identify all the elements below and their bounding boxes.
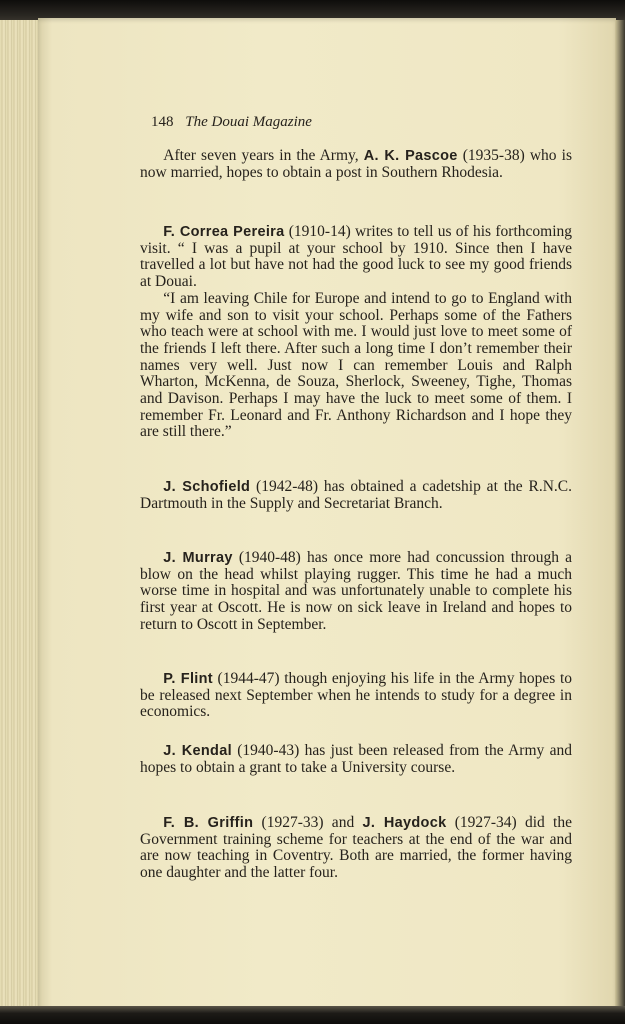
entry-murray	[140, 550, 572, 634]
entry-correa-pereira	[140, 224, 572, 441]
person-name: A. K. Pascoe	[363, 148, 458, 164]
entry-letter-paragraph: “I am leaving Chile for Europe and intend to go to England with my wife and son to visit your school. Perhaps some of the Fathers who teach were at school with me. I would just love to meet some of the friends I left there. After such a long time I don’t remember their names very well. Just now I can remember Louis and Ralph Wharton, McKenna, de Souza, Sherlock, Sweeney, Tighe, Thomas and Davison. Perhaps I may have the luck to meet some of them. I remember Fr. Leonard and Fr. Anthony Richardson and I hope they are still there.”	[140, 289, 572, 441]
entry-griffin-haydock	[140, 815, 572, 882]
person-name: F. B. Griffin	[163, 815, 254, 831]
person-name: P. Flint	[163, 671, 213, 687]
page-number: 148	[151, 114, 174, 130]
person-name: J. Murray	[163, 550, 233, 566]
entry-kendal	[140, 743, 572, 776]
page-header	[151, 114, 312, 131]
entry-pascoe	[140, 148, 572, 181]
person-name: F. Correa Pereira	[163, 224, 285, 240]
person-name: J. Schofield	[163, 479, 251, 495]
book-bottom-edge	[0, 1006, 625, 1024]
entry-flint	[140, 671, 572, 721]
entry-paragraph: P. Flint (1944-47) though enjoying his life in the Army hopes to be released next September when he intends to study for a degree in economics.	[140, 670, 572, 721]
entry-schofield	[140, 479, 572, 512]
entry-paragraph: J. Kendal (1940-43) has just been released from the Army and hopes to obtain a grant to take a University course.	[140, 742, 572, 776]
person-name: J. Kendal	[163, 743, 232, 759]
book-right-edge	[615, 20, 625, 1010]
entry-paragraph: J. Schofield (1942-48) has obtained a cadetship at the R.N.C. Dartmouth in the Supply and Secretariat Branch.	[140, 478, 572, 512]
entry-paragraph: F. B. Griffin (1927-33) and J. Haydock (1927-34) did the Government training scheme for teachers at the end of the war and are now teaching in Coventry. Both are married, the former having one daughter and the latter four.	[140, 814, 572, 882]
entry-paragraph: F. Correa Pereira (1910-14) writes to tell us of his forthcoming visit. “ I was a pupil at your school by 1910. Since then I have travelled a lot but have not had the good luck to see my good friends at Douai.	[140, 223, 573, 291]
entry-paragraph: J. Murray (1940-48) has once more had concussion through a blow on the head whilst playing rugger. This time he had a much worse time in hospital and was unfortunately unable to complete his first year at Oscott. He is now on sick leave in Ireland and hopes to return to Oscott in September.	[140, 549, 572, 633]
person-name: J. Haydock	[362, 815, 447, 831]
entry-paragraph: After seven years in the Army, A. K. Pascoe (1935-38) who is now married, hopes to obtain a post in Southern Rhodesia.	[140, 147, 572, 181]
magazine-title: The Douai Magazine	[185, 114, 312, 130]
